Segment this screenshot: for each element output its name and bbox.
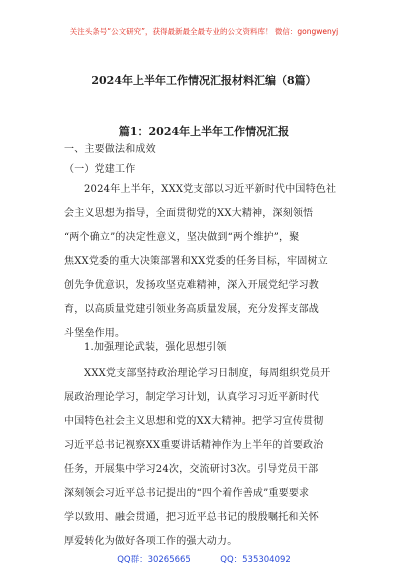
contact-footer: [0, 553, 408, 565]
section-heading: 一、主要做法和成效: [64, 144, 156, 155]
paragraph-line: 中国特色社会主义思想和党的XX大精神。把学习宣传贯彻: [64, 416, 324, 427]
paragraph-line: “两个确立”的决定性意义，坚决做到“两个维护”，聚: [64, 232, 300, 243]
paragraph-line: 深刻领会习近平总书记提出的“四个着作善成”重要要求: [64, 488, 310, 499]
paragraph-line: 任务，开展集中学习24次，交流研讨3次。引导党员干部: [64, 464, 319, 475]
subheading: 1.加强理论武装，强化思想引领: [84, 342, 227, 353]
qq-number: QQ：535304092: [220, 555, 291, 565]
paragraph-line: 育，以高质量党建引领业务高质量发展，充分发挥支部战: [64, 304, 319, 315]
paragraph-line: 焦XX党委的重大决策部署和XX党委的任务目标，牢固树立: [64, 256, 328, 267]
chapter-title: 篇1：2024年上半年工作情况汇报: [118, 125, 290, 138]
paragraph-line: 厚爱转化为做好各项工作的强大动力。: [64, 536, 238, 547]
subsection-heading: （一）党建工作: [64, 164, 136, 175]
document-title: 2024年上半年工作情况汇报材料汇编（8篇）: [91, 74, 317, 87]
paragraph-line: 创先争优意识，发扬攻坚克难精神，深入开展党纪学习教: [64, 280, 319, 291]
promo-banner: 关注头条号“公文研究”，获得最新最全最专业的公文资料库！ 微信：gongwenyj: [69, 27, 339, 36]
paragraph-line: 斗堡垒作用。: [64, 328, 126, 339]
qq-group-number: QQ群：30265665: [117, 555, 191, 565]
paragraph-line: 会主义思想为指导，全面贯彻党的XX大精神，深刻领悟: [64, 208, 314, 219]
paragraph-line: 展政治理论学习，制定学习计划，认真学习习近平新时代: [64, 392, 319, 403]
paragraph-line: 2024年上半年，XXX党支部以习近平新时代中国特色社: [84, 184, 337, 195]
paragraph-line: 习近平总书记视察XX重要讲话精神作为上半年的首要政治: [64, 440, 324, 451]
paragraph-line: XXX党支部坚持政治理论学习日制度，每周组织党员开: [84, 368, 331, 379]
paragraph-line: 学以致用、融会贯通，把习近平总书记的殷殷嘱托和关怀: [64, 512, 319, 523]
